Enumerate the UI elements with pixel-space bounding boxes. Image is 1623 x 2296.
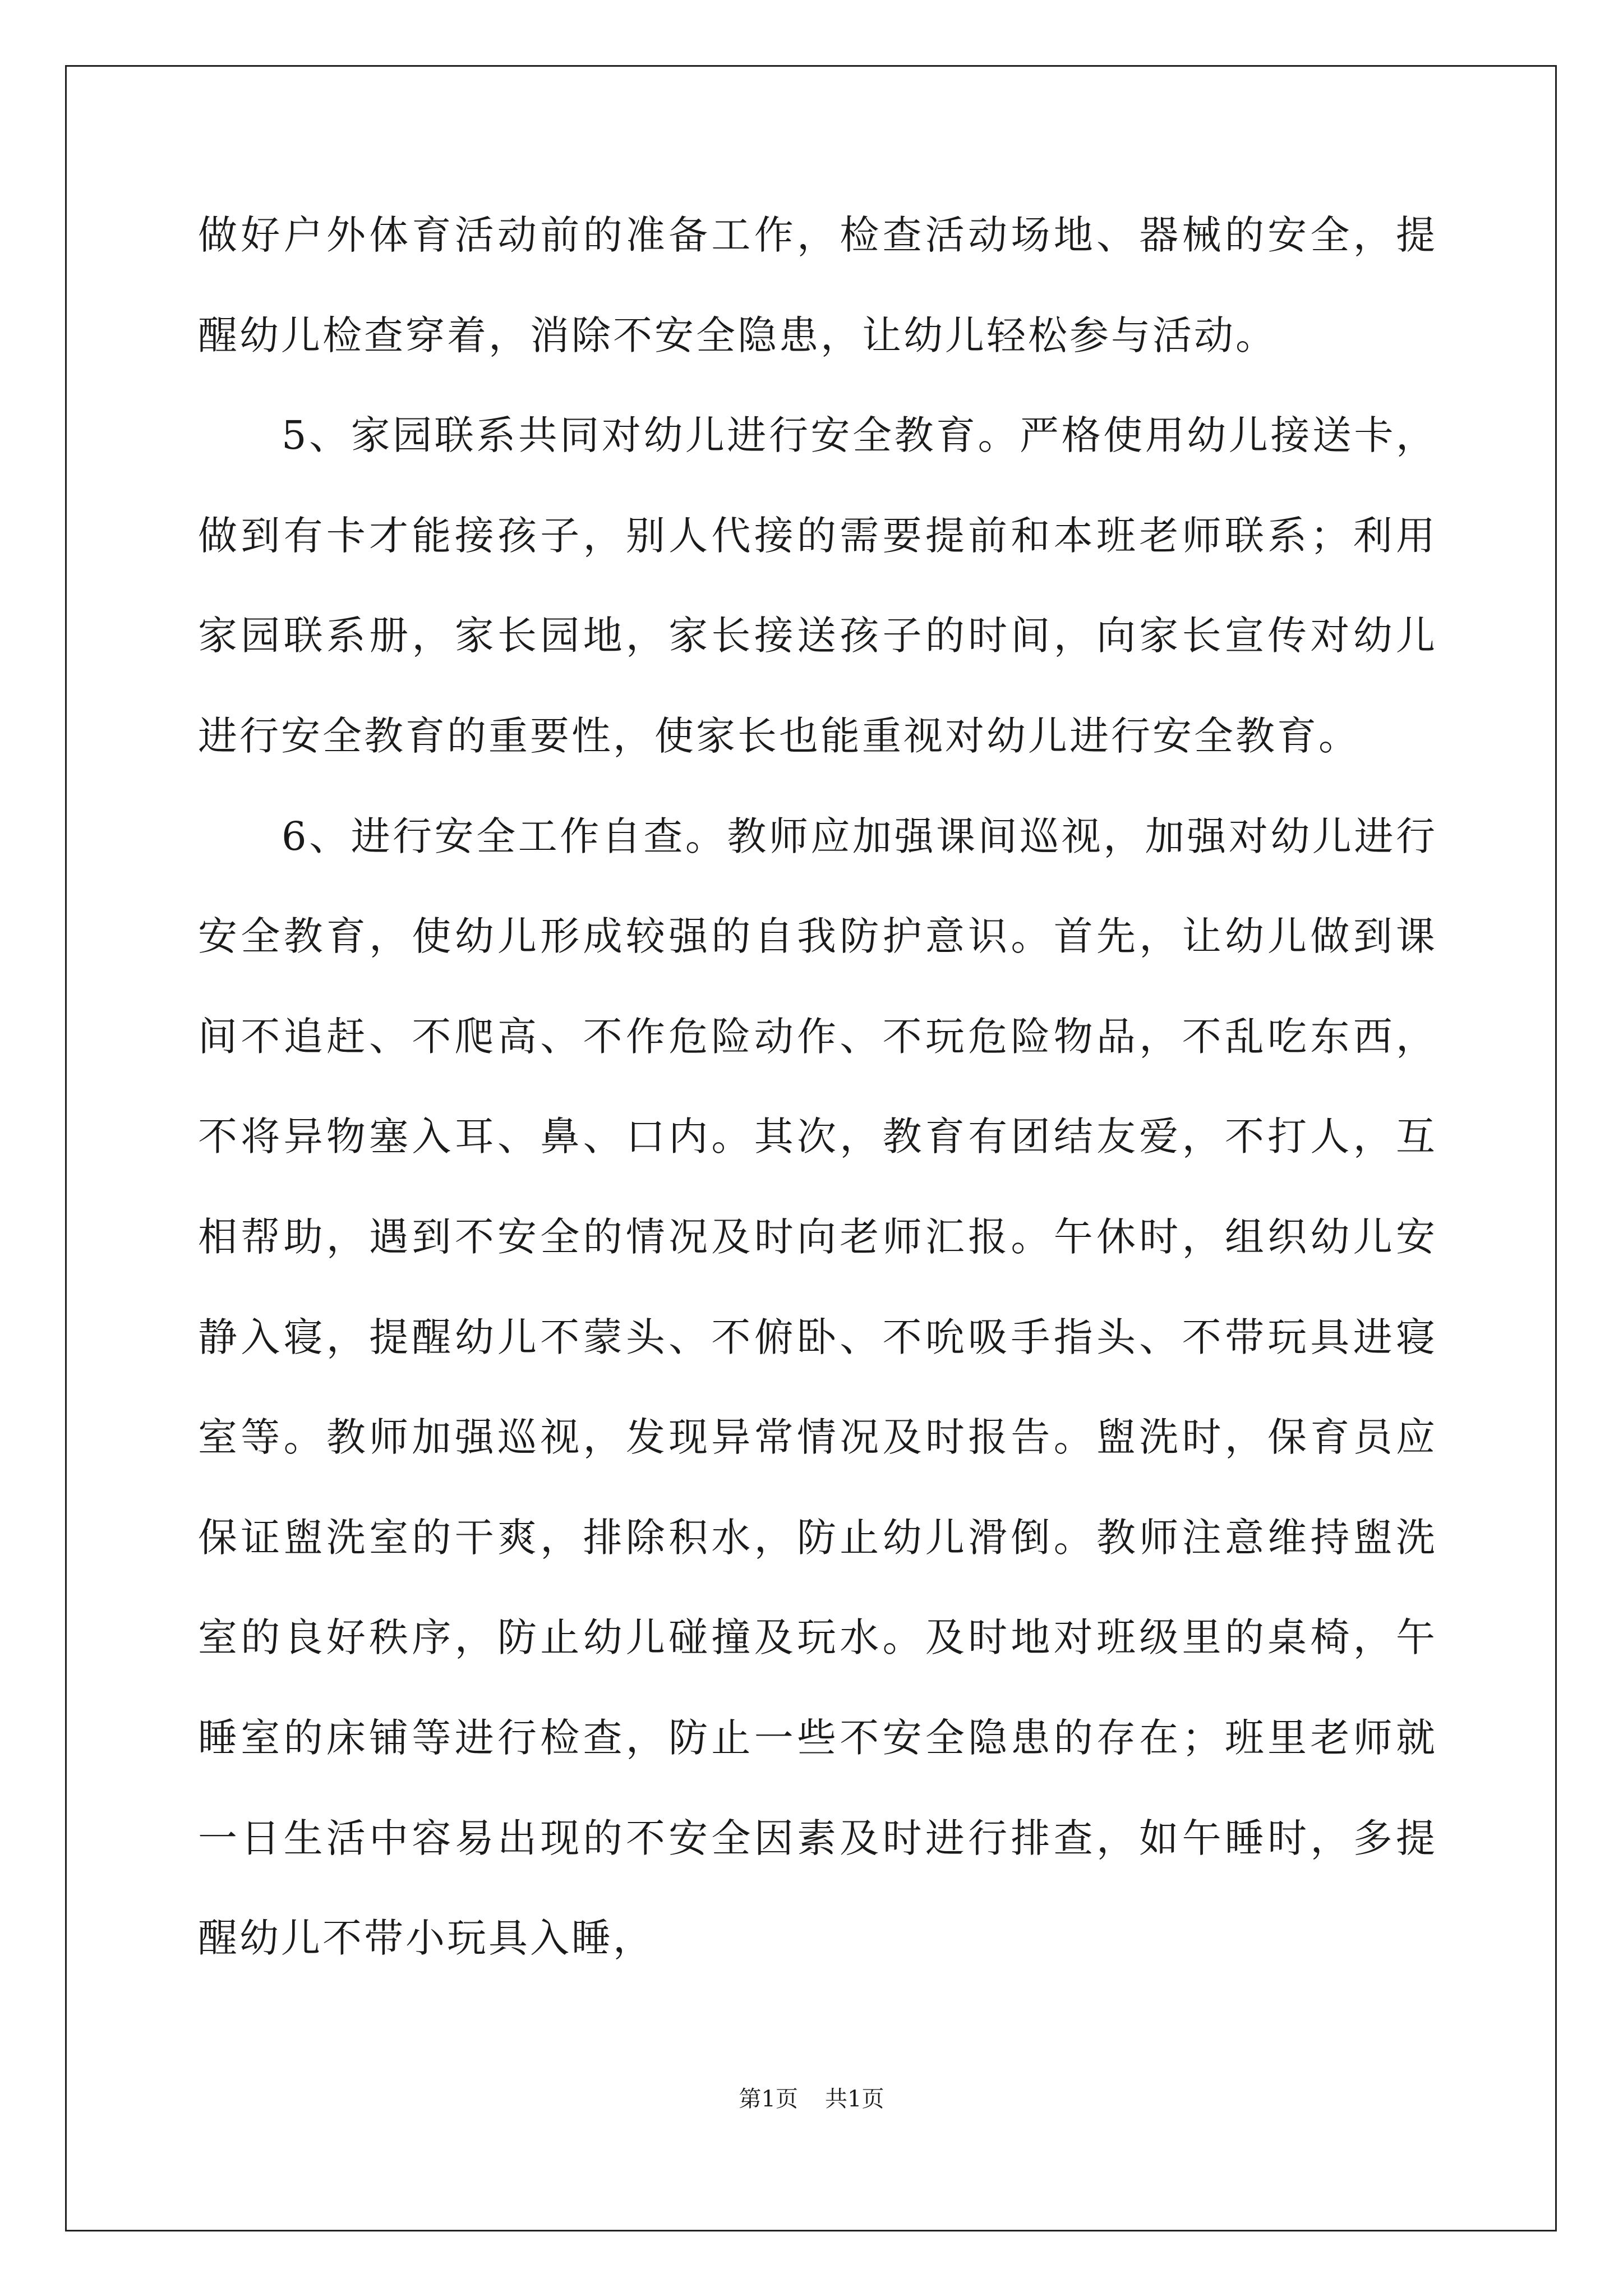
document-body: [198, 185, 1437, 1989]
paragraph-3: 6、进行安全工作自查。教师应加强课间巡视，加强对幼儿进行安全教育，使幼儿形成较强的自我防护意识。首先，让幼儿做到课间不追赶、不爬高、不作危险动作、不玩危险物品，不乱吃东西，不将异物塞入耳、鼻、口内。其次，教育有团结友爱，不打人，互相帮助，遇到不安全的情况及时向老师汇报。午休时，组织幼儿安静入寝，提醒幼儿不蒙头、不俯卧、不吮吸手指头、不带玩具进寝室等。教师加强巡视，发现异常情况及时报告。盥洗时，保育员应保证盥洗室的干爽，排除积水，防止幼儿滑倒。教师注意维持盥洗室的良好秩序，防止幼儿碰撞及玩水。及时地对班级里的桌椅，午睡室的床铺等进行检查，防止一些不安全隐患的存在；班里老师就一日生活中容易出现的不安全因素及时进行排查，如午睡时，多提醒幼儿不带小玩具入睡，: [198, 813, 1437, 1962]
page-number-current: 第1页: [739, 2086, 798, 2112]
paragraph-2: 5、家园联系共同对幼儿进行安全教育。严格使用幼儿接送卡，做到有卡才能接孩子，别人代接的需要提前和本班老师联系；利用家园联系册，家长园地，家长接送孩子的时间，向家长宣传对幼儿进行安全教育的重要性，使家长也能重视对幼儿进行安全教育。: [198, 412, 1437, 759]
page-footer: [0, 2082, 1623, 2116]
paragraph-1: 做好户外体育活动前的准备工作，检查活动场地、器械的安全，提醒幼儿检查穿着，消除不安全隐患，让幼儿轻松参与活动。: [198, 212, 1437, 358]
page-number-total: 共1页: [825, 2086, 884, 2112]
